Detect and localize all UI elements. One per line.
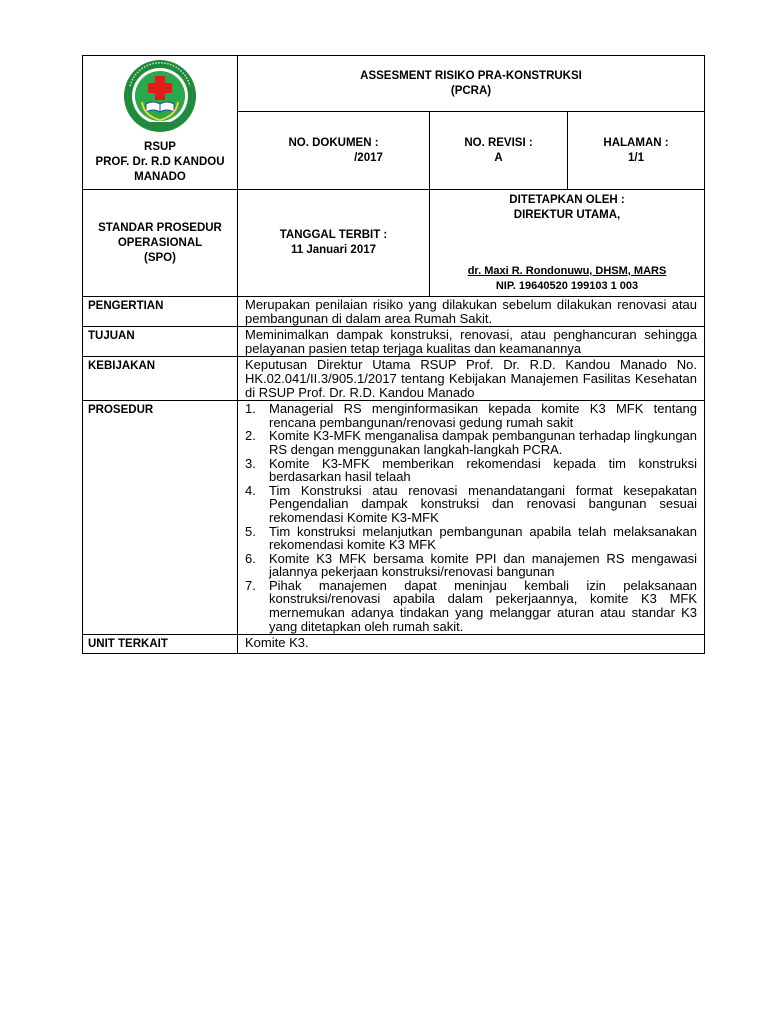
tujuan-row <box>83 327 705 357</box>
kebijakan-row <box>83 357 705 401</box>
prosedur-item-number: 6. <box>245 550 256 566</box>
document-subtitle: (PCRA) <box>450 84 492 97</box>
no-revisi-value: A <box>494 152 503 164</box>
pengertian-text: Merupakan penilaian risiko yang dilakukan sebelum dilakukan renovasi atau pembangunan di dalam area Rumah Sakit. <box>238 297 705 327</box>
prosedur-item-text: Komite K3 MFK bersama komite PPI dan manajemen RS mengawasi jalannya pekerjaan konstruksi/renovasi bangunan <box>269 550 698 580</box>
document-title-cell <box>238 56 705 112</box>
prosedur-list <box>245 402 697 633</box>
spo-line3: (SPO) <box>144 251 176 264</box>
document-title: ASSESMENT RISIKO PRA-KONSTRUKSI <box>360 69 582 82</box>
ditetapkan-value: DIREKTUR UTAMA, <box>513 209 621 221</box>
prosedur-item-text: Managerial RS menginformasikan kepada komite K3 MFK tentang rencana pembangunan/renovasi gedung rumah sakit <box>269 401 698 430</box>
halaman-value: 1/1 <box>628 152 644 164</box>
prosedur-item-number: 4. <box>245 482 256 498</box>
halaman-label: HALAMAN : <box>603 137 669 149</box>
spo-line2: OPERASIONAL <box>117 236 203 249</box>
tujuan-label: TUJUAN <box>83 327 238 357</box>
prosedur-item-text: Pihak manajemen dapat meninjau kembali izin pelaksanaan konstruksi/renovasi apabila dalam pekerjaannya, komite K3 MFK mernemukan adanya tindakan yang melanggar aturan atau standar K3 yang ditetapkan oleh rumah sakit. <box>269 577 698 634</box>
prosedur-item-text: Komite K3-MFK menganalisa dampak pembangunan terhadap lingkungan RS dengan menggunakan langkah-langkah PCRA. <box>269 428 698 457</box>
tujuan-text: Meminimalkan dampak konstruksi, renovasi, atau penghancuran sehingga pelayanan pasien tetap terjaga kualitas dan keamanannya <box>238 327 705 357</box>
spo-cell <box>83 190 238 297</box>
spo-table <box>82 55 705 654</box>
ditetapkan-label: DITETAPKAN OLEH : <box>509 194 625 206</box>
tanggal-terbit-value: 11 Januari 2017 <box>290 244 377 256</box>
prosedur-item <box>245 525 697 552</box>
no-dokumen-label: NO. DOKUMEN : <box>288 137 379 149</box>
unit-terkait-label: UNIT TERKAIT <box>83 635 238 654</box>
no-dokumen-value: /2017 <box>354 152 383 164</box>
org-identity-cell <box>83 56 238 190</box>
org-line3: MANADO <box>134 171 186 183</box>
prosedur-item-text: Tim Konstruksi atau renovasi menandatangani format kesepakatan Pengendalian dampak konstruksi dan renovasi bangunan sesuai rekomendasi Komite K3-MFK <box>269 482 698 525</box>
prosedur-list-cell <box>238 401 705 635</box>
org-name <box>83 140 237 185</box>
spo-line1: STANDAR PROSEDUR <box>98 221 222 234</box>
prosedur-item <box>245 402 697 429</box>
prosedur-item-text: Tim konstruksi melanjutkan pembangunan apabila telah melaksanakan rekomendasi komite K3 MFK <box>269 523 698 553</box>
prosedur-item <box>245 579 697 633</box>
kebijakan-label: KEBIJAKAN <box>83 357 238 401</box>
org-line1: RSUP <box>144 141 176 153</box>
spo-document <box>82 55 704 654</box>
unit-terkait-text: Komite K3. <box>238 635 705 654</box>
prosedur-item-number: 7. <box>245 577 256 593</box>
prosedur-label: PROSEDUR <box>83 401 238 635</box>
kebijakan-text: Keputusan Direktur Utama RSUP Prof. Dr. R.D. Kandou Manado No. HK.02.041/II.3/905.1/2017 tentang Kebijakan Manajemen Fasilitas Kesehatan di RSUP Prof. Dr. R.D. Kandou Manado <box>238 357 705 401</box>
halaman-cell <box>568 112 705 190</box>
no-dokumen-cell <box>238 112 430 190</box>
hospital-logo <box>83 56 237 134</box>
hospital-emblem-icon <box>122 58 198 134</box>
prosedur-item-text: Komite K3-MFK memberikan rekomendasi kepada tim konstruksi berdasarkan hasil telaah <box>269 455 698 485</box>
signer-nip: NIP. 19640520 199103 1 003 <box>495 280 639 292</box>
no-revisi-label: NO. REVISI : <box>464 137 533 149</box>
prosedur-item <box>245 457 697 484</box>
unit-terkait-row <box>83 635 705 654</box>
pengertian-row <box>83 297 705 327</box>
prosedur-item-number: 1. <box>245 401 256 417</box>
prosedur-item <box>245 484 697 525</box>
prosedur-row <box>83 401 705 635</box>
approval-cell <box>430 190 705 297</box>
pengertian-label: PENGERTIAN <box>83 297 238 327</box>
no-revisi-cell <box>430 112 568 190</box>
prosedur-item-number: 5. <box>245 523 256 539</box>
prosedur-item <box>245 429 697 456</box>
tanggal-terbit-label: TANGGAL TERBIT : <box>279 229 388 241</box>
signer-name: dr. Maxi R. Rondonuwu, DHSM, MARS <box>467 265 667 277</box>
prosedur-item-number: 3. <box>245 455 256 471</box>
prosedur-item <box>245 552 697 579</box>
prosedur-item-number: 2. <box>245 428 256 444</box>
org-line2: PROF. Dr. R.D KANDOU <box>95 156 225 168</box>
tanggal-terbit-cell <box>238 190 430 297</box>
